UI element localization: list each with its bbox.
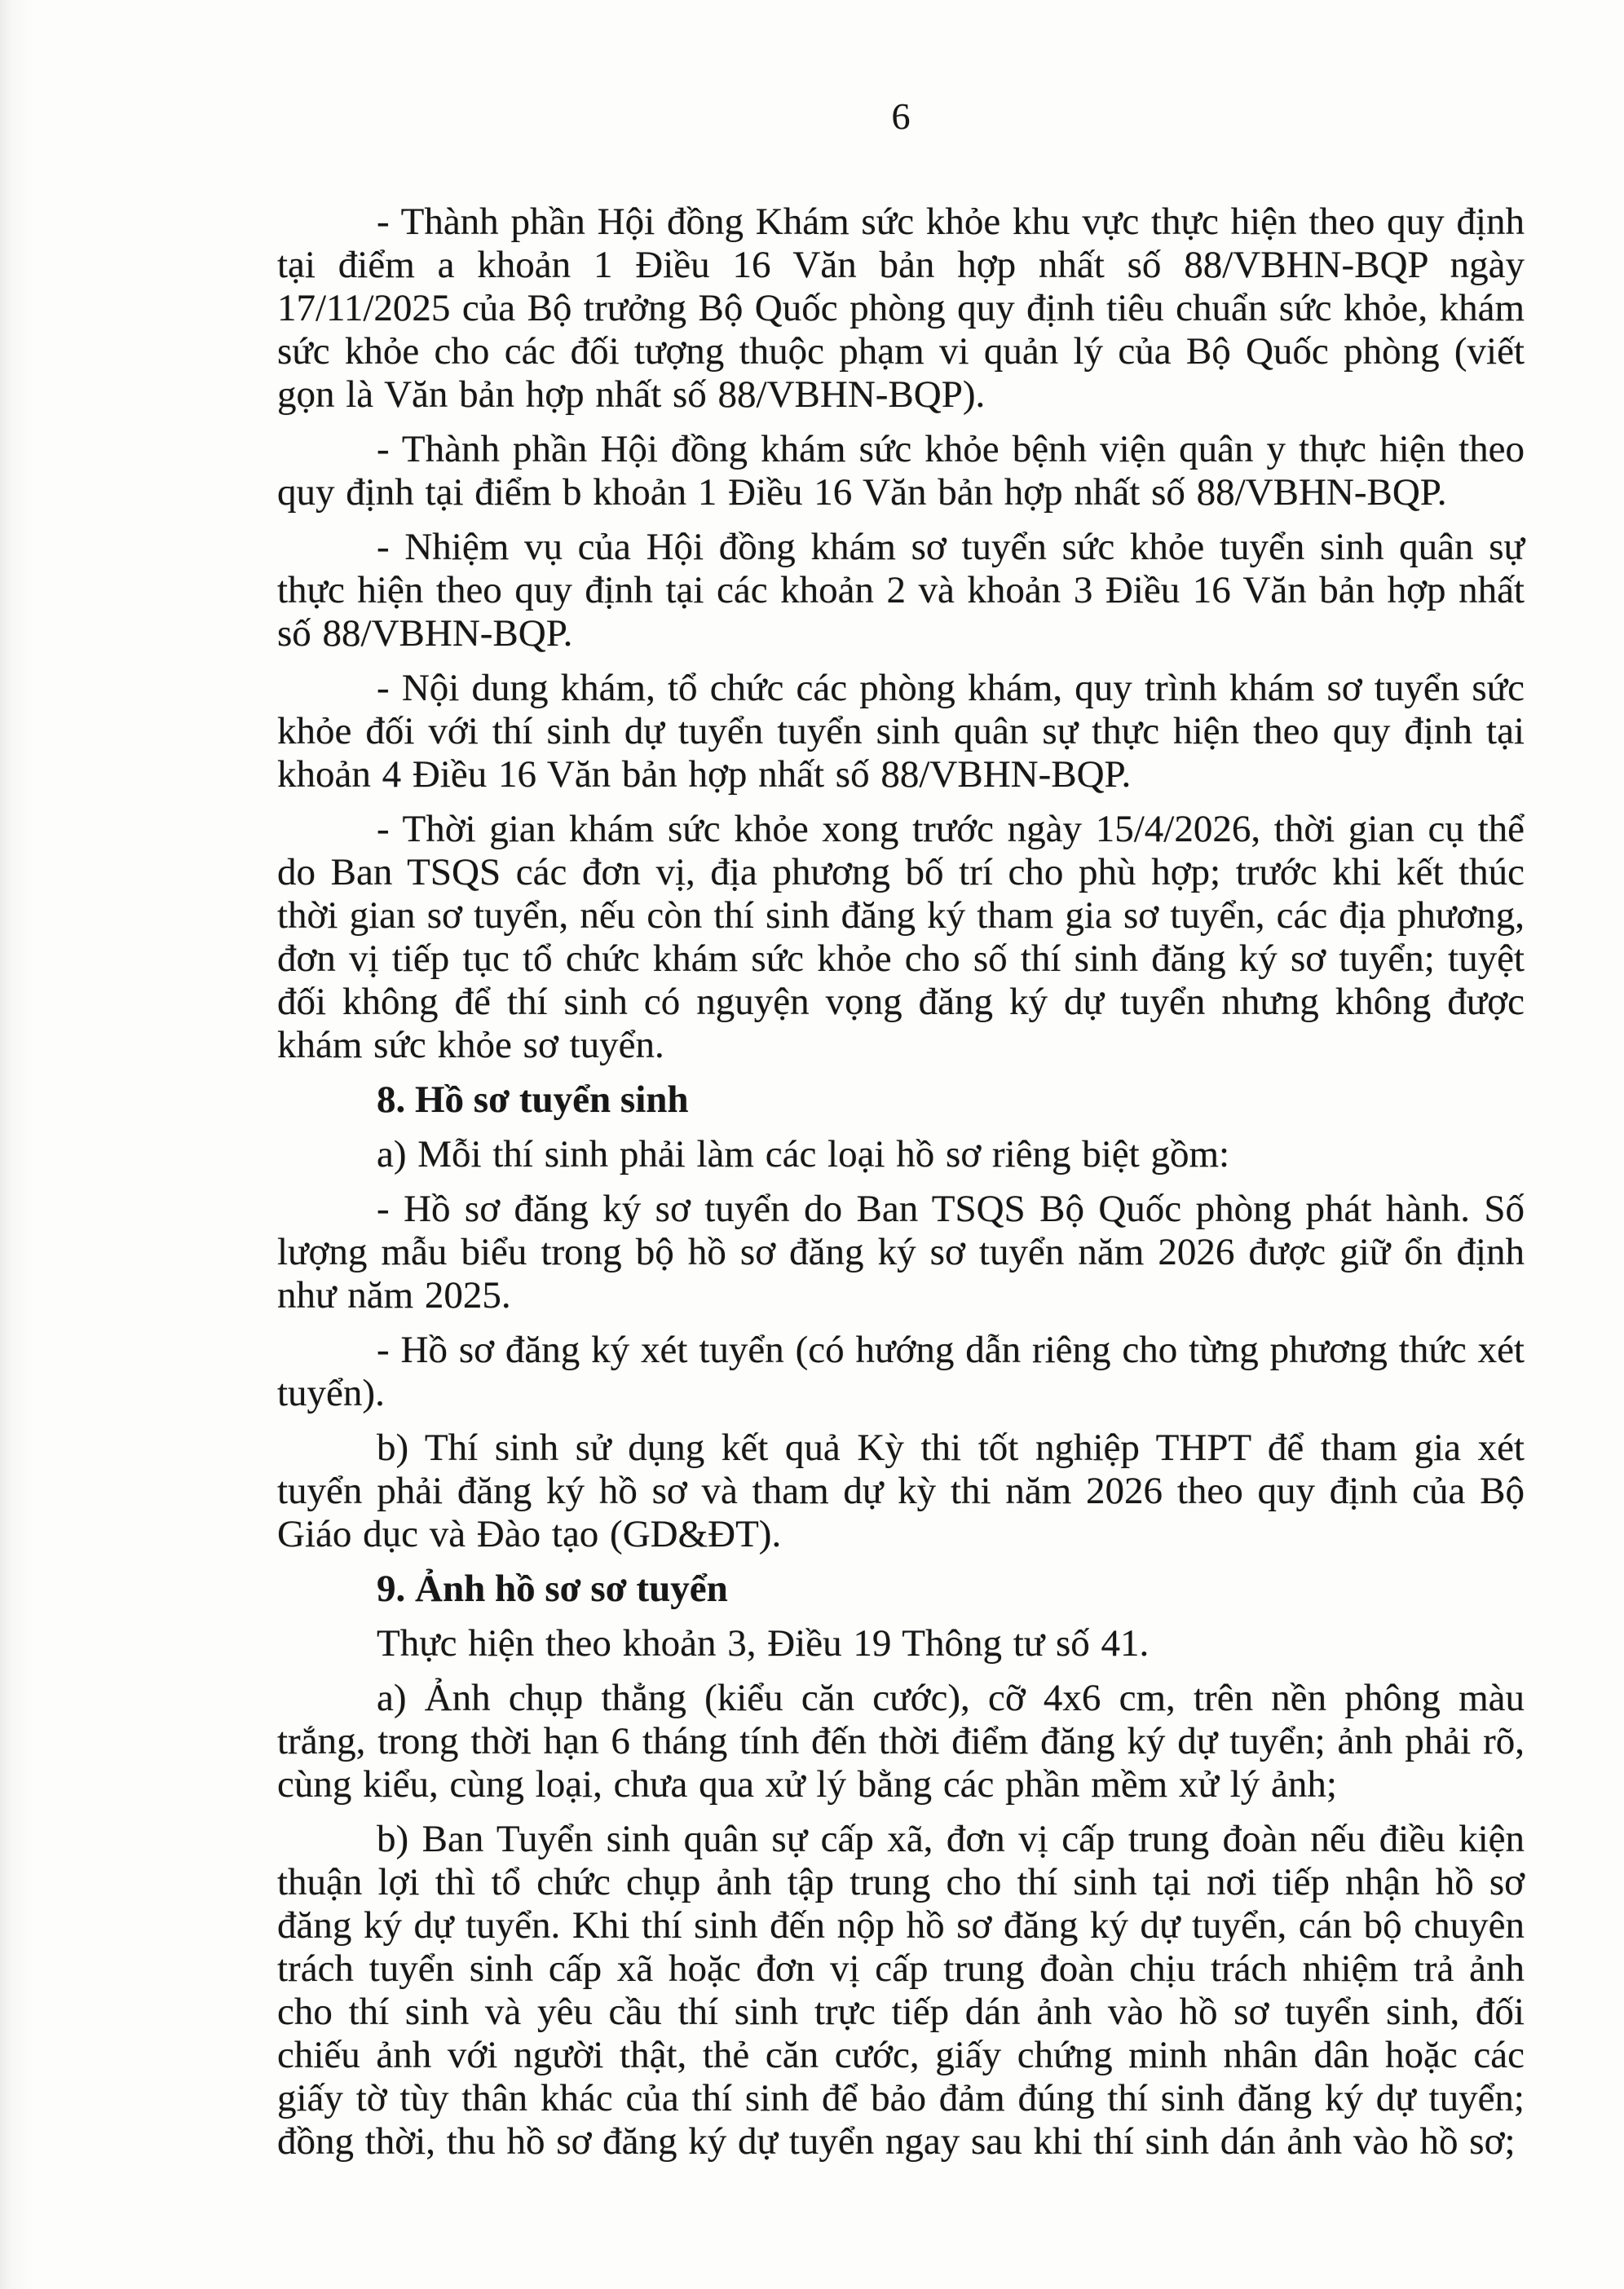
paragraph-8b-thpt-exam: b) Thí sinh sử dụng kết quả Kỳ thi tốt nghiệp THPT để tham gia xét tuyển phải đăng ký hồ sơ và tham dự kỳ thi năm 2026 theo quy định của Bộ Giáo dục và Đào tạo (GD&ĐT). bbox=[277, 1427, 1525, 1555]
paragraph-8a-dossier-types: a) Mỗi thí sinh phải làm các loại hồ sơ riêng biệt gồm: bbox=[377, 1133, 1230, 1175]
paragraph-admission-dossier: - Hồ sơ đăng ký xét tuyển (có hướng dẫn riêng cho từng phương thức xét tuyển). bbox=[277, 1329, 1525, 1414]
document-body bbox=[277, 201, 1525, 2163]
section-heading-9: 9. Ảnh hồ sơ sơ tuyển bbox=[377, 1568, 728, 1610]
paragraph-exam-content: - Nội dung khám, tổ chức các phòng khám, quy trình khám sơ tuyển sức khỏe đối với thí sinh dự tuyển tuyển sinh quân sự thực hiện theo quy định tại khoản 4 Điều 16 Văn bản hợp nhất số 88/VBHN-BQP. bbox=[277, 667, 1525, 796]
paragraph-9a-photo-requirements: a) Ảnh chụp thẳng (kiểu căn cước), cỡ 4x6 cm, trên nền phông màu trắng, trong thời hạn 6 tháng tính đến thời điểm đăng ký dự tuyển; ảnh phải rõ, cùng kiểu, cùng loại, chưa qua xử lý bằng các phần mềm xử lý ảnh; bbox=[277, 1677, 1525, 1806]
paragraph-9b-photo-procedure: b) Ban Tuyển sinh quân sự cấp xã, đơn vị cấp trung đoàn nếu điều kiện thuận lợi thì tổ chức chụp ảnh tập trung cho thí sinh tại nơi tiếp nhận hồ sơ đăng ký dự tuyển. Khi thí sinh đến nộp hồ sơ đăng ký dự tuyển, cán bộ chuyên trách tuyển sinh cấp xã hoặc đơn vị cấp trung đoàn chịu trách nhiệm trả ảnh cho thí sinh và yêu cầu thí sinh trực tiếp dán ảnh vào hồ sơ tuyển sinh, đối chiếu ảnh với người thật, thẻ căn cước, giấy chứng minh nhân dân hoặc các giấy tờ tùy thân khác của thí sinh để bảo đảm đúng thí sinh đăng ký dự tuyển; đồng thời, thu hồ sơ đăng ký dự tuyển ngay sau khi thí sinh dán ảnh vào hồ sơ; bbox=[277, 1818, 1525, 2163]
paragraph-preliminary-dossier: - Hồ sơ đăng ký sơ tuyển do Ban TSQS Bộ Quốc phòng phát hành. Số lượng mẫu biểu trong bộ hồ sơ đăng ký sơ tuyển năm 2026 được giữ ổn định như năm 2025. bbox=[277, 1188, 1525, 1317]
paragraph-health-council-hospital: - Thành phần Hội đồng khám sức khỏe bệnh viện quân y thực hiện theo quy định tại điểm b khoản 1 Điều 16 Văn bản hợp nhất số 88/VBHN-BQP. bbox=[277, 428, 1525, 514]
paragraph-council-duties: - Nhiệm vụ của Hội đồng khám sơ tuyển sức khỏe tuyển sinh quân sự thực hiện theo quy định tại các khoản 2 và khoản 3 Điều 16 Văn bản hợp nhất số 88/VBHN-BQP. bbox=[277, 526, 1525, 655]
paragraph-9-reference: Thực hiện theo khoản 3, Điều 19 Thông tư số 41. bbox=[377, 1622, 1150, 1665]
paragraph-health-council-regional: - Thành phần Hội đồng Khám sức khỏe khu vực thực hiện theo quy định tại điểm a khoản 1 Điều 16 Văn bản hợp nhất số 88/VBHN-BQP ngày 17/11/2025 của Bộ trưởng Bộ Quốc phòng quy định tiêu chuẩn sức khỏe, khám sức khỏe cho các đối tượng thuộc phạm vi quản lý của Bộ Quốc phòng (viết gọn là Văn bản hợp nhất số 88/VBHN-BQP). bbox=[277, 201, 1525, 416]
paragraph-exam-deadline: - Thời gian khám sức khỏe xong trước ngày 15/4/2026, thời gian cụ thể do Ban TSQS các đơn vị, địa phương bố trí cho phù hợp; trước khi kết thúc thời gian sơ tuyển, nếu còn thí sinh đăng ký tham gia sơ tuyển, các địa phương, đơn vị tiếp tục tổ chức khám sức khỏe cho số thí sinh đăng ký sơ tuyển; tuyệt đối không để thí sinh có nguyện vọng đăng ký dự tuyển nhưng không được khám sức khỏe sơ tuyển. bbox=[277, 808, 1525, 1066]
page-number: 6 bbox=[891, 95, 911, 137]
section-heading-8: 8. Hồ sơ tuyển sinh bbox=[377, 1078, 689, 1121]
